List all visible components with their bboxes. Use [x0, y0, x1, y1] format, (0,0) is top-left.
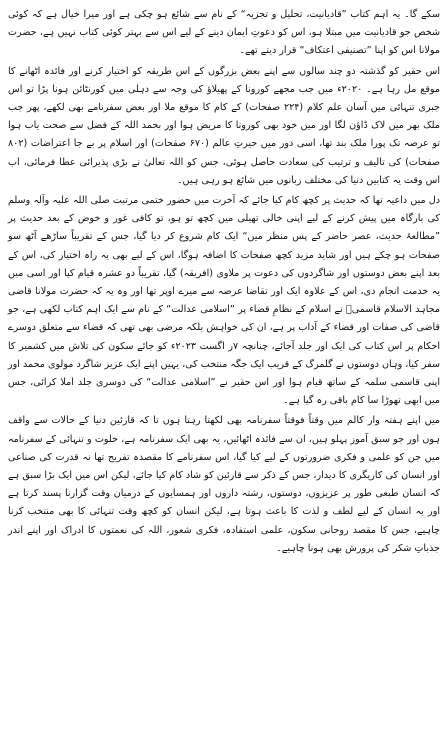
paragraph-2: اس حقیر کو گذشتہ دو چند سالوں سے اپنے بعض بزرگوں کے اس طریقہ کو اختیار کرنے اور فائدہ اٹھانے کا موقع مل رہا ہے۔ ۲۰۲۰ء میں جب مجھے کورونا کے پھیلاؤ کی وجہ سے دہلی میں کورنٹائن ہونا پڑا تو اس جبری تنہائی میں آسان علم کلام (۲۲۴ صفحات) کے کام کا موقع ملا اور بعض سفرنامے بھی لکھے، پھر جب ملک بھر میں لاک ڈاؤن لگا اور میں خود بھی کورونا کا مریض ہوا اور بحمد اللہ کے فضل سے صحت یاب ہوا تو عرصہ تک پورا ملک بند تھا، اسی دور میں حیرتِ عالم (۶۷۰ صفحات) اور اسلام پر بے جا اعتراضات (۸۰۲ صفحات) کی تالیف و ترتیب کی سعادت حاصل ہوئی، جس کو اللہ تعالیٰ نے بڑی پذیرائی عطا فرمائی، اب اس وقت یہ کتابیں دنیا کی مختلف زبانوں میں شائع ہو رہی ہیں۔: [8, 65, 440, 186]
paragraph-1: سکے گا۔ یہ اہم کتاب ”قادیانیت، تحلیل و تجزیہ“ کے نام سے شائع ہو چکی ہے اور میرا خیال ہے کہ کوئی شخص جو قادیانیت میں مبتلا ہو، اس کو دعوتِ ایمان دینے کے لیے اس سے بہتر کوئی کتاب نہیں ہے، حضرت مولانا اس کو اپنا ”تصنیفی اعتکاف“ قرار دیتے تھے۔: [8, 9, 440, 57]
paragraph-4: میں اپنے ہفتہ وار کالم میں وقتاً فوقتاً سفرنامہ بھی لکھتا رہتا ہوں تا کہ قارئین دنیا کے حالات سے واقف ہوں اور جو سبق آموز پہلو ہیں، ان سے فائدہ اٹھائیں، یہ بھی ایک سفرنامہ ہے، خلوت و تنہائی کے سفرنامہ میں جن کو علمی و فکری ضرورتوں کے لیے کیا گیا، اس سفرنامے کا مقصدہ تفریح تھا نہ قدرت کی صناعی اور انسان کی کاریگری کا دیدار، جس کے ذکر سے قارئین کو شاد کام کیا جائے، لیکن اس میں ایک بڑا سبق ہے کہ انسان طبعی طور پر عزیزوں، دوستوں، رشتہ داروں اور ہمسایوں کے درمیان وقت گزارنا پسند کرتا ہے اور یہ انسان کے لیے لطف و لذت کا باعث ہوتا ہے، لیکن انسان کو کچھ وقت تنہائی کا بھی منتخب کرنا چاہیے، جس کا مقصد روحانی سکون، علمی استفادہ، فکری شعور، اللہ کی نعمتوں کا ادراک اور اپنے اندر جذباتِ شکر کی پرورش بھی ہونا چاہیے۔: [8, 415, 440, 554]
paragraph-3: دل میں داعیہ تھا کہ حدیث پر کچھ کام کیا جائے کہ آخرت میں حضور ختمی مرتبت صلی اللہ علیہ وآلہ وسلم کی بارگاہ میں پیش کرنے کے لیے اپنی خالی تھیلی میں کچھ تو ہو، تو کافی غور و خوض کے بعد حدیث پر ”مطالعۂ حدیث، عصر حاضر کے پس منظر میں“ ایک کام شروع کر دیا گیا، جس کے تقریباً ساڑھے آٹھ سو صفحات ہو چکے ہیں اور شاید مزید کچھ صفحات کا اضافہ ہوگا، اس کے لیے بھی یہ راہ اختیار کی، اس کے بعد اپنے بعض دوستوں اور شاگردوں کی دعوت پر ملاوی (افریقہ) گیا، تقریباً دو عشرہ قیام کیا اور اسی میں یہ خدمت انجام دی، اس کے علاوہ ایک اور تقاضا عرصہ سے میرے اوپر تھا اور وہ یہ کہ حضرت مولانا قاضی مجاہد الاسلام قاسمیؒ نے اسلام کے نظامِ قضاء پر ”اسلامی عدالت“ کے نام سے ایک اہم کتاب لکھی ہے، جو قاضی کی صفات اور قضاء کے آداب پر ہے، ان کی خواہش بلکہ مرضی بھی تھی کہ قضاء سے متعلق دوسرے احکام پر اس کتاب کی ایک اور جلد آجائے، چنانچہ ۷ر اگست ۲۰۲۳ء کو جائے سکون کی تلاش میں کشمیر کا سفر کیا، وہاں دوستوں نے گلمرگ کے قریب ایک جگہ منتخب کی، یہیں اپنے ایک عزیز شاگرد مولوی محمد اور اپنی قاسمی سلمہ کے ساتھ قیام ہوا اور اس حقیر نے ”اسلامی عدالت“ کی دوسری جلد املا کرائی، جس میں ابھی تھوڑا سا کام باقی رہ گیا ہے۔: [8, 195, 440, 407]
